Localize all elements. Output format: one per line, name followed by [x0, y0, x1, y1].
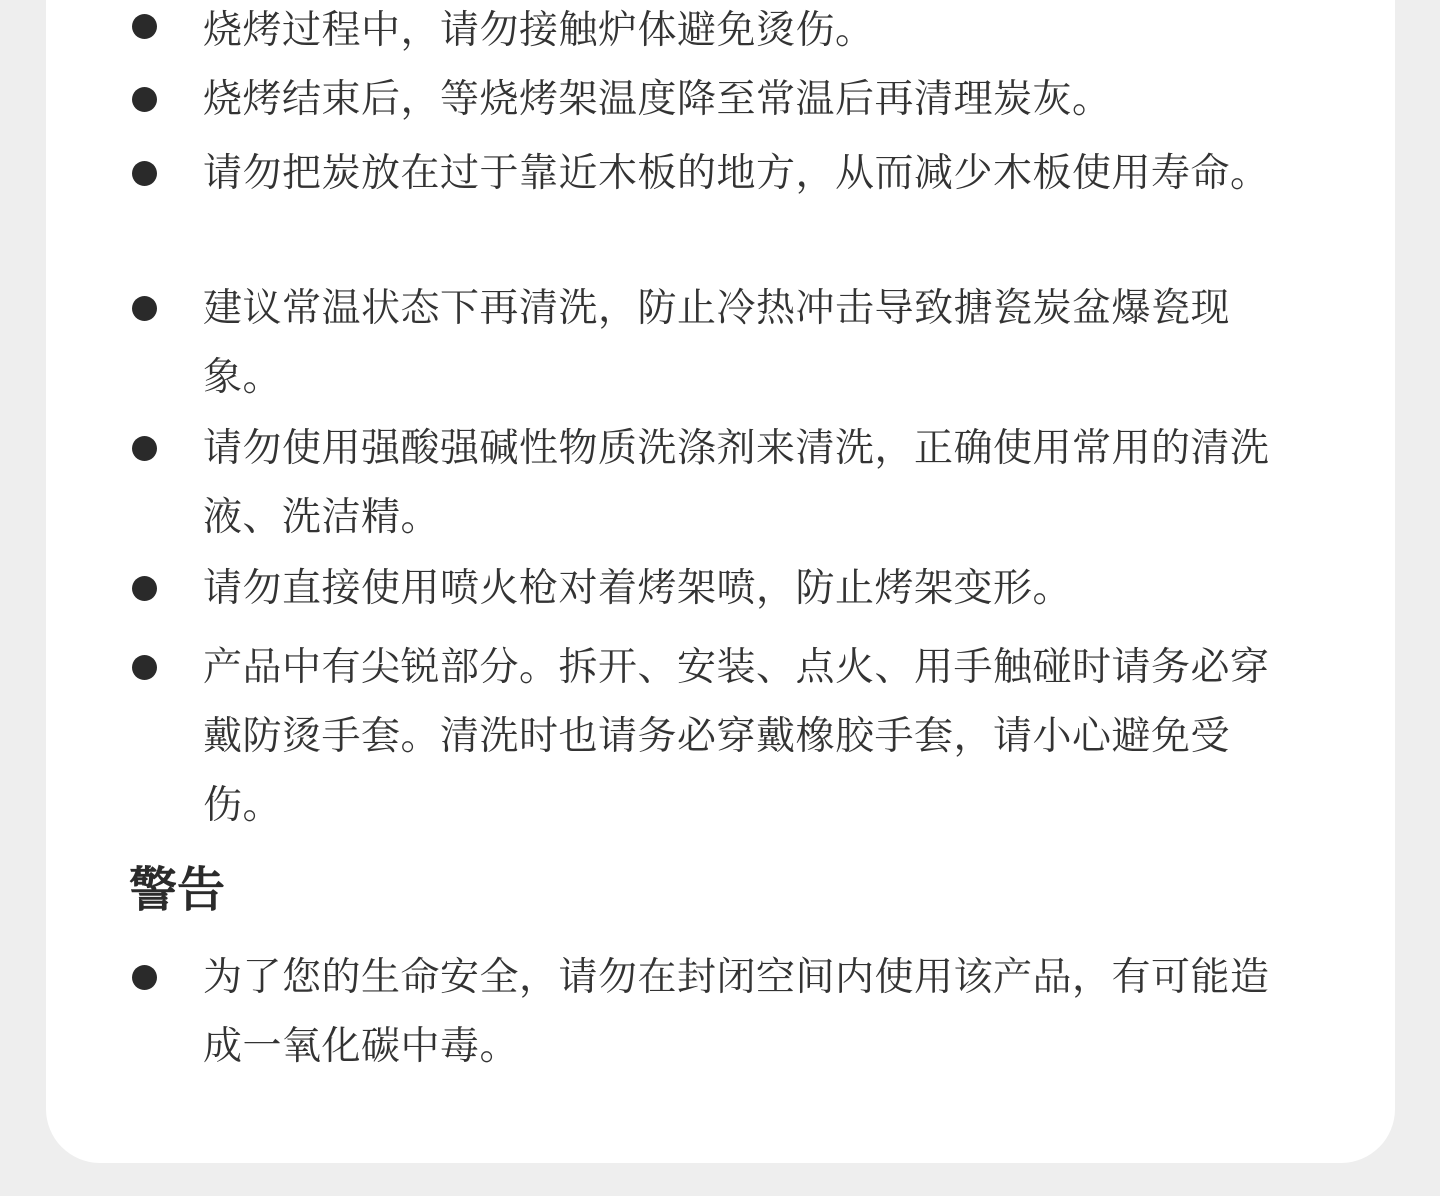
list-item-text: 产品中有尖锐部分。拆开、安装、点火、用手触碰时请务必穿戴防烫手套。清洗时也请务必穿戴橡胶手套，请小心避免受伤。 — [203, 645, 1270, 828]
bullet-icon — [132, 87, 157, 112]
bullet-icon — [132, 436, 157, 461]
list-item-text: 建议常温状态下再清洗，防止冷热冲击导致搪瓷炭盆爆瓷现象。 — [203, 286, 1231, 400]
bullet-icon — [132, 14, 157, 39]
bullet-icon — [132, 161, 157, 186]
bullet-icon — [132, 655, 157, 680]
list-item-text: 请勿把炭放在过于靠近木板的地方，从而减少木板使用寿命。 — [203, 151, 1270, 196]
list-item-text: 烧烤过程中，请勿接触炉体避免烫伤。 — [203, 8, 875, 53]
list-item-text: 请勿使用强酸强碱性物质洗涤剂来清洗，正确使用常用的清洗液、洗洁精。 — [203, 426, 1270, 540]
list-item-text: 烧烤结束后，等烧烤架温度降至常温后再清理炭灰。 — [203, 77, 1112, 122]
bullet-icon — [132, 296, 157, 321]
list-item-text: 请勿直接使用喷火枪对着烤架喷，防止烤架变形。 — [203, 566, 1073, 611]
warning-heading: 警告 — [129, 862, 226, 918]
bullet-icon — [132, 965, 157, 990]
list-item-text: 为了您的生命安全，请勿在封闭空间内使用该产品，有可能造成一氧化碳中毒。 — [203, 955, 1270, 1069]
bullet-icon — [132, 576, 157, 601]
